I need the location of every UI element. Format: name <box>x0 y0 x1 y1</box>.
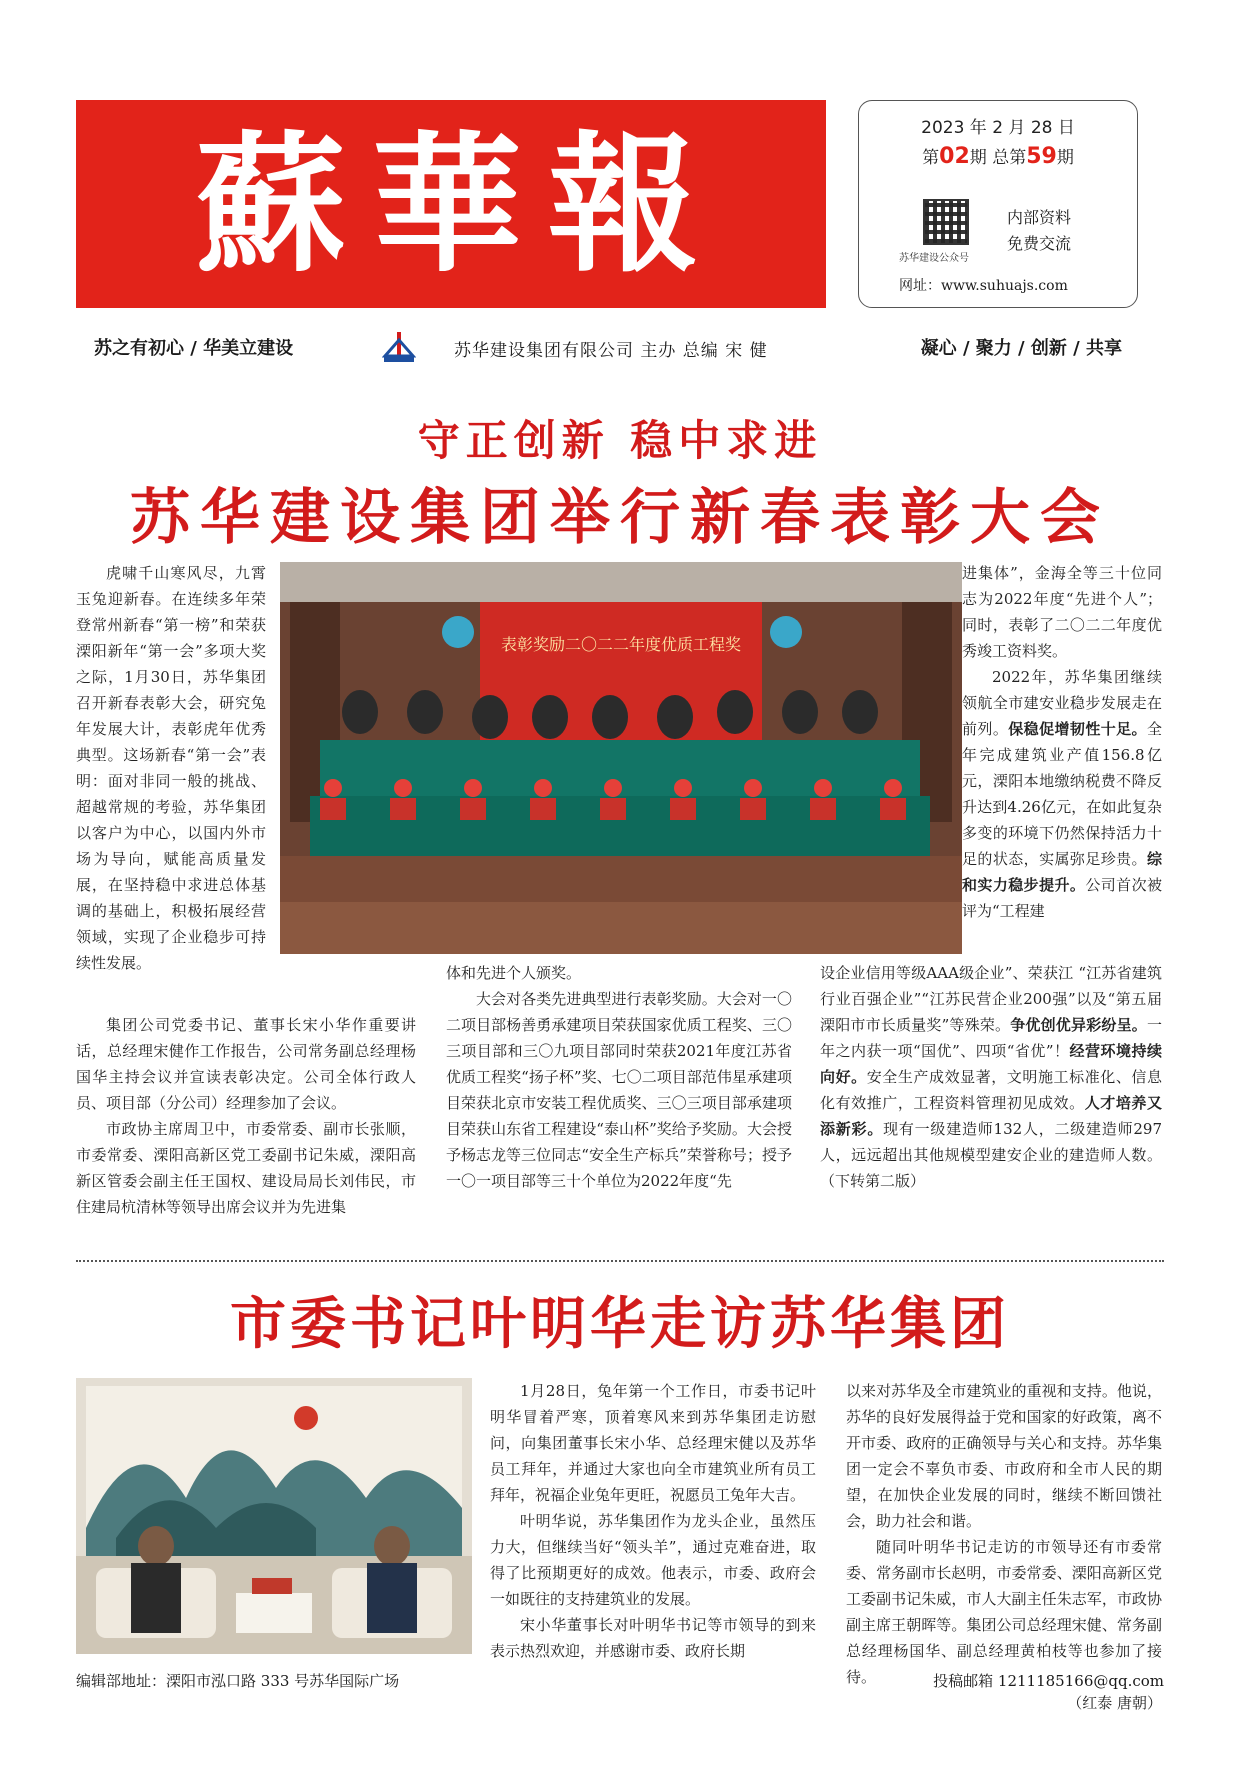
issue-no: 02 <box>939 144 970 169</box>
issue-date: 2023 年 2 月 28 日 <box>921 118 1075 138</box>
footer <box>76 1670 1164 1691</box>
article1-column-1 <box>76 560 266 976</box>
article1-subtitle: 守正创新 稳中求进 <box>417 416 823 465</box>
website-link[interactable]: 网址：www.suhuajs.com <box>899 278 1068 294</box>
byline: （红泰 唐朝） <box>1067 1694 1162 1712</box>
highlight: 经营环境持续向好。 <box>820 1042 1162 1086</box>
highlight: 保稳促增韧性十足。 <box>1008 720 1147 738</box>
qr-caption: 苏华建设公众号 <box>899 253 969 264</box>
issue-number: 第02期 总第59期 <box>922 144 1074 169</box>
editorial-address: 编辑部地址：溧阳市泓口路 333 号苏华国际广场 <box>76 1672 400 1690</box>
article2-column-3 <box>846 1378 1162 1716</box>
photo-banner-text: 表彰奖励二〇二二年度优质工程奖 <box>500 635 742 654</box>
paragraph: 体和先进个人颁奖。 <box>446 964 582 982</box>
masthead-banner <box>76 100 826 308</box>
slogan-left: 苏之有初心 / 华美立建设 <box>94 338 294 359</box>
article1-column-3-wide <box>820 960 1162 1194</box>
article1-column-1-wide <box>76 1012 416 1220</box>
company-logo-icon <box>382 330 416 364</box>
paragraph: 叶明华说，苏华集团作为龙头企业，虽然压力大，但继续当好“领头羊”，通过克难奋进，取得了比预期更好的成效。他表示，市委、政府会一如既往的支持建筑业的发展。 <box>490 1512 816 1608</box>
highlight: 争优创优异彩纷呈。 <box>1010 1016 1147 1034</box>
paragraph: 以来对苏华及全市建筑业的重视和支持。他说，苏华的良好发展得益于党和国家的好政策，离不开市委、政府的正确领导与关心和支持。苏华集团一定会不辜负市委、市政府和全市人民的期望，在加快企业发展的同时，继续不断回馈社会，助力社会和谐。 <box>846 1382 1162 1530</box>
paragraph: 2022年，苏华集团继续领航全市建安业稳步发展走在前列。保稳促增韧性十足。全年完成建筑业产值156.8亿元，溧阳本地缴纳税费不降反升达到4.26亿元，在如此复杂多变的环境下仍然保持活力十足的状态，实属弥足珍贵。综和实力稳步提升。公司首次被评为“工程建 <box>962 668 1162 920</box>
highlight: 人才培养又添新彩。 <box>820 1094 1162 1138</box>
paragraph: 设企业信用等级AAA级企业”、荣获江 “江苏省建筑行业百强企业”“江苏民营企业200强”以及“第五届溧阳市市长质量奖”等殊荣。争优创优异彩纷呈。一年之内获一项“国优”、四项“省优”！经营环境持续向好。安全生产成效显著，文明施工标准化、信息化有效推广，工程资料管理初见成效。人才培养又添新彩。现有一级建造师132人，二级建造师297人，远远超出其他规模型建安企业的建造师人数。（下转第二版） <box>820 964 1162 1190</box>
article1-column-2 <box>446 960 792 1194</box>
article2-column-2 <box>490 1378 816 1664</box>
article2-title: 市委书记叶明华走访苏华集团 <box>230 1291 1010 1357</box>
internal-note: 内部资料 免费交流 <box>1007 208 1072 253</box>
paragraph: 集团公司党委书记、董事长宋小华作重要讲话，总经理宋健作工作报告，公司常务副总经理杨国华主持会议并宣读表彰决定。公司全体行政人员、项目部（分公司）经理参加了会议。 <box>76 1016 416 1112</box>
paragraph: 大会对各类先进典型进行表彰奖励。大会对一〇二项目部杨善勇承建项目荣获国家优质工程奖、三〇三项目部和三〇九项目部同时荣获2021年度江苏省优质工程奖“扬子杯”奖、七〇二项目部范伟星承建项目荣获北京市安装工程优质奖、三〇三项目部承建项目荣获山东省工程建设“泰山杯”奖给予奖励。大会授予杨志龙等三位同志“安全生产标兵”荣誉称号；授予一〇一项目部等三十个单位为2022年度“先 <box>446 990 792 1190</box>
paragraph: 进集体”，金海全等三十位同志为2022年度“先进个人”；同时，表彰了二〇二二年度优秀竣工资料奖。 <box>962 564 1162 660</box>
paragraph: 1月28日，兔年第一个工作日，市委书记叶明华冒着严寒，顶着寒风来到苏华集团走访慰问，向集团董事长宋小华、总经理宋健以及苏华员工拜年，并通过大家也向全市建筑业所有员工拜年，祝福企业兔年更旺，祝愿员工兔年大吉。 <box>490 1382 816 1504</box>
newspaper-title: 蘇華報 <box>196 117 725 293</box>
paragraph: 市政协主席周卫中，市委常委、副市长张顺，市委常委、溧阳高新区党工委副书记朱威，溧阳高新区管委会副主任王国权、建设局局长刘伟民，市住建局杭清林等领导出席会议并为先进集 <box>76 1120 416 1216</box>
slogan-right: 凝心 / 聚力 / 创新 / 共享 <box>920 338 1122 359</box>
qr-code-icon <box>923 199 969 245</box>
article1-column-3-top <box>962 560 1162 924</box>
issue-info-box <box>858 100 1138 308</box>
article1-title: 苏华建设集团举行新春表彰大会 <box>130 483 1110 553</box>
section-divider <box>76 1260 1164 1262</box>
paragraph: 随同叶明华书记走访的市领导还有市委常委、常务副市长赵明，市委常委、溧阳高新区党工委副书记朱威，市人大副主任朱志军，市政协副主席王朝晖等。集团公司总经理宋健、常务副总经理杨国华、副总经理黄柏枝等也参加了接待。 <box>846 1538 1162 1686</box>
paragraph: 宋小华董事长对叶明华书记等市领导的到来表示热烈欢迎，并感谢市委、政府长期 <box>490 1616 816 1660</box>
highlight: 综和实力稳步提升。 <box>962 850 1162 894</box>
paragraph: 虎啸千山寒风尽，九霄玉兔迎新春。在连续多年荣登常州新春“第一榜”和荣获溧阳新年“第一会”多项大奖之际，1月30日，苏华集团召开新春表彰大会，研究兔年发展大计，表彰虎年优秀典型。这场新春“第一会”表明：面对非同一般的挑战、超越常规的考验，苏华集团以客户为中心，以国内外市场为导向，赋能高质量发展，在坚持稳中求进总体基调的基础上，积极拓展经营领域，实现了企业稳步可持续性发展。 <box>76 564 266 972</box>
submission-email[interactable]: 投稿邮箱 1211185166@qq.com <box>933 1672 1164 1690</box>
total-issue-no: 59 <box>1026 144 1057 169</box>
visit-meeting-photo <box>76 1378 472 1654</box>
award-ceremony-photo <box>280 562 962 954</box>
organizer-line: 苏华建设集团有限公司 主办 总编 宋 健 <box>454 341 768 361</box>
slogan-bar <box>76 328 1138 366</box>
